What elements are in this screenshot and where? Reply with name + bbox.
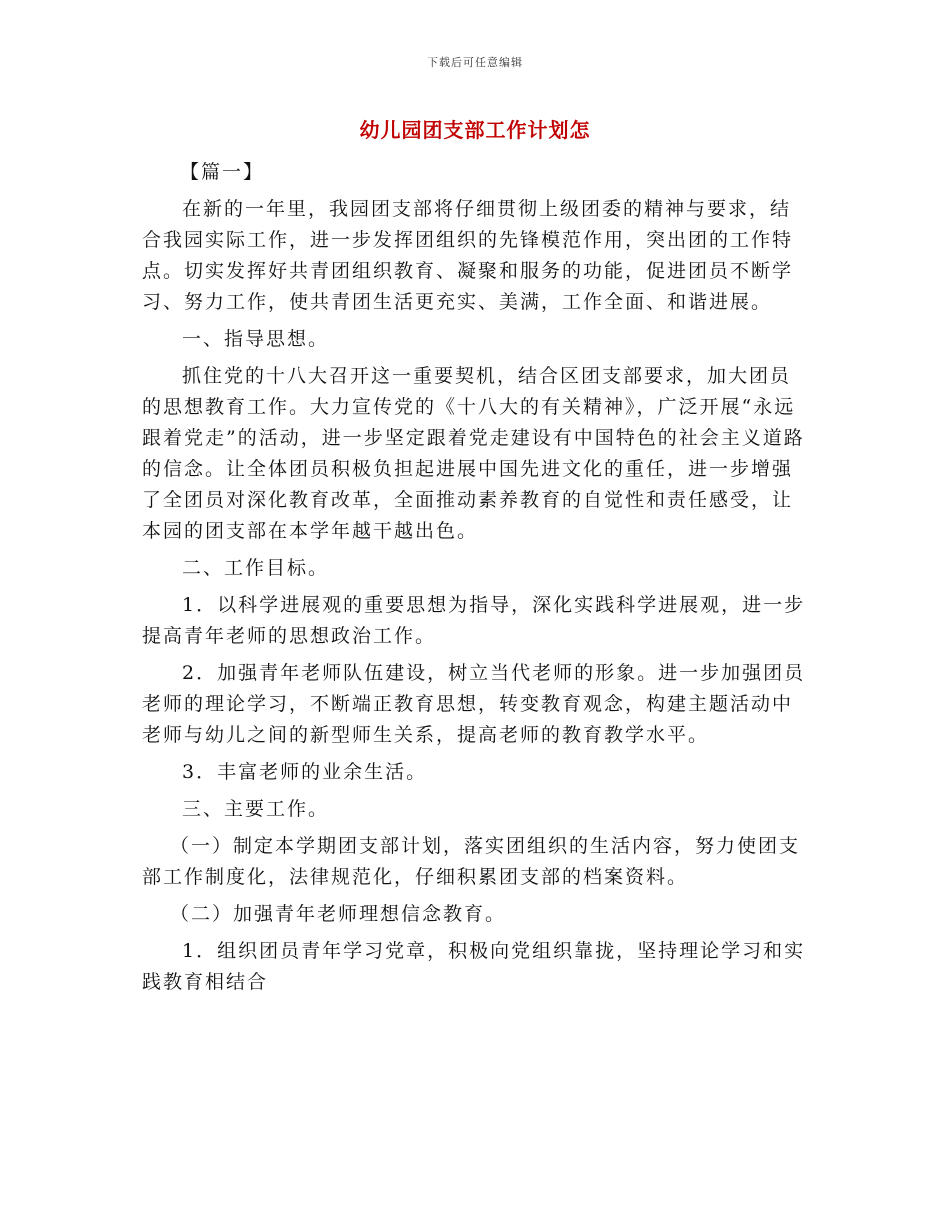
guiding-thought-paragraph: 抓住党的十八大召开这一重要契机，结合区团支部要求，加大团员的思想教育工作。大力宣传党的《十八大的有关精神》，广泛开展“永远跟着党走”的活动，进一步坚定跟着党走建设有中国特色的社会主义道路的信念。让全体团员积极负担起进展中国先进文化的重任，进一步增强了全团员对深化教育改革，全面推动素养教育的自觉性和责任感受，让本园的团支部在本学年越干越出色。 <box>142 365 805 542</box>
goal-item-1: 1．以科学进展观的重要思想为指导，深化实践科学进展观，进一步提高青年老师的思想政治工作。 <box>142 594 806 647</box>
main-work-item-2: （二）加强青年老师理想信念教育。 <box>170 903 507 925</box>
document-body <box>142 157 808 1004</box>
main-work-item-1: （一）制定本学期团支部计划，落实团组织的生活内容，努力使团支部工作制度化，法律规范化，仔细积累团支部的档案资料。 <box>142 835 801 888</box>
page-header-note: 下载后可任意编辑 <box>427 56 523 69</box>
goal-item-3: 3．丰富老师的业余生活。 <box>182 761 428 783</box>
goal-item-2: 2．加强青年老师队伍建设，树立当代老师的形象。进一步加强团员老师的理论学习，不断端正教育思想，转变教育观念，构建主题活动中老师与幼儿之间的新型师生关系，提高老师的教育教学水平。 <box>142 662 806 746</box>
heading-guiding-thought: 一、指导思想。 <box>182 328 330 350</box>
heading-main-work: 三、主要工作。 <box>182 798 330 820</box>
intro-paragraph: 在新的一年里，我园团支部将仔细贯彻上级团委的精神与要求，结合我园实际工作，进一步发挥团组织的先锋模范作用，突出团的工作特点。切实发挥好共青团组织教育、凝聚和服务的功能，促进团员不断学习、努力工作，使共青团生活更充实、美满，工作全面、和谐进展。 <box>142 198 794 313</box>
section-label: 【篇一】 <box>180 161 265 183</box>
document-title: 幼儿园团支部工作计划怎 <box>359 118 591 142</box>
main-work-subitem-1: 1．组织团员青年学习党章，积极向党组织靠拢，坚持理论学习和实践教育相结合 <box>142 940 806 993</box>
heading-work-goals: 二、工作目标。 <box>182 557 330 579</box>
